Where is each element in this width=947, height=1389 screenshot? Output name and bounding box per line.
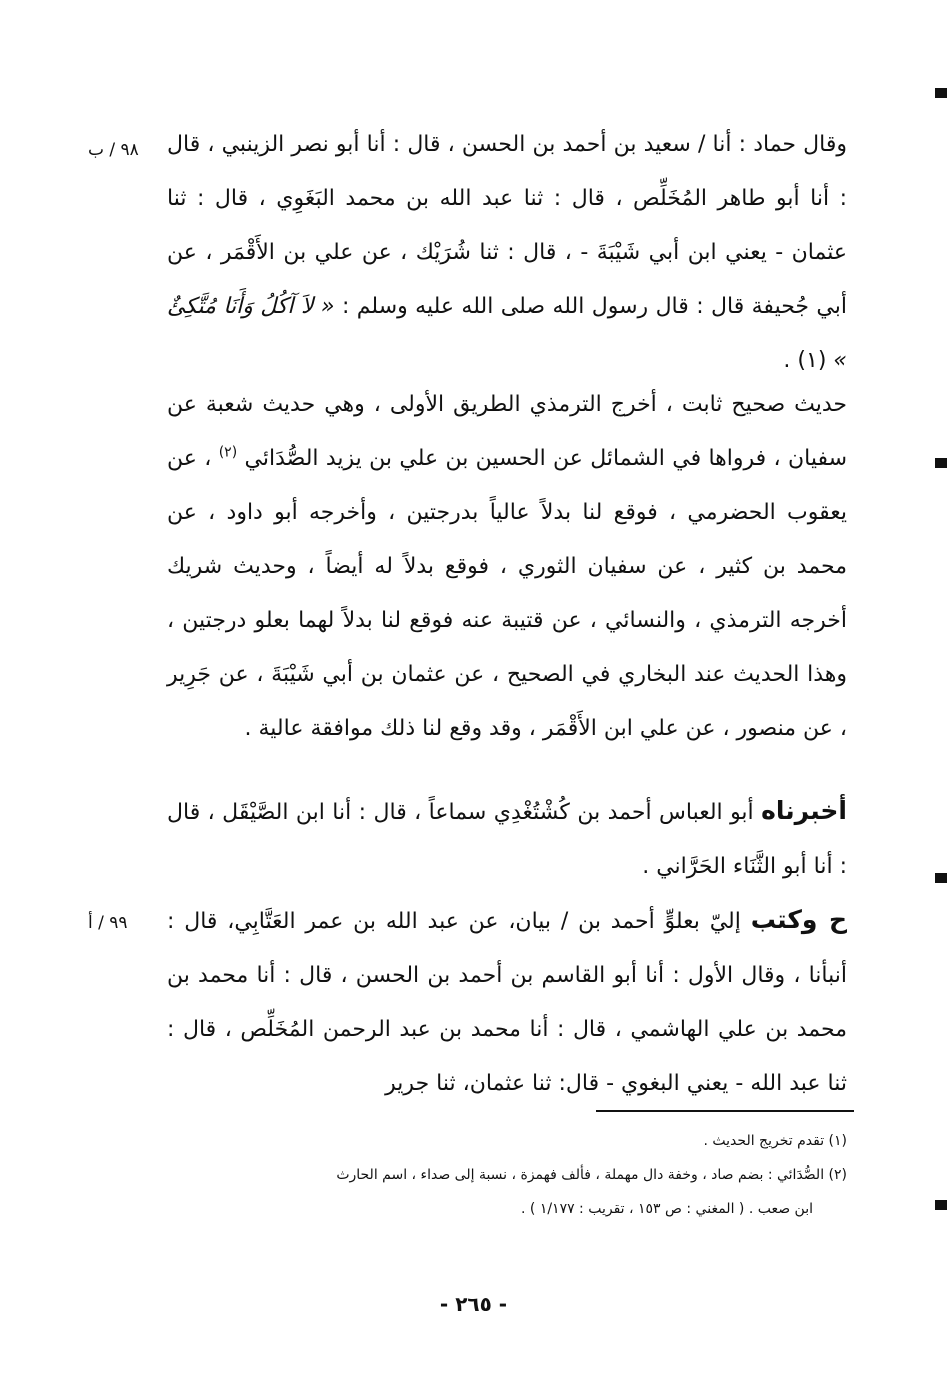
- scan-edge-mark: [935, 458, 947, 468]
- manuscript-folio-note: ٩٨ / ب: [88, 140, 139, 160]
- paragraph-wa-kataba: [167, 893, 847, 1111]
- paragraph-text: حديث صحيح ثابت ، أخرج الترمذي الطريق الأولى ، وهي حديث شعبة عن سفيان ، فرواها في الشمائل عن الحسين بن علي بن يزيد الصُّدَائي: [167, 392, 848, 471]
- paragraph-isnad-1: [167, 118, 847, 388]
- paragraph-end: .: [783, 348, 791, 373]
- footnote-2-continued: ابن صعب . ( المغني : ص ١٥٣ ، تقريب : ١/١٧٧ ) .: [521, 1201, 813, 1217]
- paragraph-text: أبو العباس أحمد بن كُشْتُغْدِي سماعاً ، قال : أنا ابن الصَّيْقَل ، قال : أنا أبو الثَّنَاء الحَرَّاني .: [167, 800, 847, 879]
- scan-edge-mark: [935, 1200, 947, 1210]
- scan-edge-mark: [935, 873, 947, 883]
- lead-word: أخبرناه: [761, 796, 847, 825]
- page-number: - ٢٦٥ -: [439, 1292, 508, 1316]
- footnote-1: (١) تقدم تخريج الحديث .: [703, 1133, 847, 1149]
- footnote-2: (٢) الصُّدَائي : بضم صاد ، وخفة دال مهملة ، فألف فهمزة ، نسبة إلى صداء ، اسم الحارث: [336, 1167, 847, 1183]
- manuscript-folio-note: ٩٩ / أ: [88, 913, 128, 933]
- footnotes: [167, 1124, 847, 1226]
- footnote-separator: [596, 1110, 854, 1112]
- paragraph-text: وقال حماد : أنا / سعيد بن أحمد بن الحسن ، قال : أنا أبو نصر الزينبي ، قال : أنا أبو طاهر المُخَلِّص ، قال : ثنا عبد الله بن محمد البَغَوِي ، قال : ثنا عثمان - يعني ابن أبي شَيْبَةَ - ، قال : ثنا شُرَيْك ، عن علي بن الأَقْمَر ، عن أبي جُحيفة قال : قال رسول الله صلى الله عليه وسلم :: [167, 132, 847, 319]
- paragraph-akhbaranahu: [167, 784, 847, 894]
- hadith-quote: « لاَ آكُلُ وَأَنَا مُتَّكِئٌ »: [167, 294, 847, 373]
- paragraph-text: إليّ بعلوٍّ أحمد بن / بيان، عن عبد الله بن عمر العَتَّابِي، قال : أنبأنا ، وقال الأول : أنا أبو القاسم بن أحمد بن الحسن ، قال : أنا محمد بن محمد بن علي الهاشمي ، قال : أنا محمد بن عبد الرحمن المُخَلِّص ، قال : ثنا عبد الله - يعني البغوي - قال: ثنا عثمان، ثنا جرير: [167, 909, 847, 1096]
- lead-word: ح وكتب: [750, 905, 847, 934]
- footnote-ref: (٢): [218, 444, 238, 461]
- scan-edge-mark: [935, 88, 947, 98]
- paragraph-commentary: [167, 378, 847, 756]
- paragraph-text: ، عن يعقوب الحضرمي ، فوقع لنا بدلاً عالياً بدرجتين ، وأخرجه أبو داود ، عن محمد بن كثير ، عن سفيان الثوري ، فوقع بدلاً له أيضاً ، وحديث شريك أخرجه الترمذي ، والنسائي ، عن قتيبة عنه فوقع لنا بدلاً لهما بعلو درجتين ، وهذا الحديث عند البخاري في الصحيح ، عن عثمان بن أبي شَيْبَةَ ، عن جَرِير ، عن منصور ، عن علي ابن الأَقْمَر ، وقد وقع لنا ذلك موافقة عالية .: [167, 446, 847, 741]
- footnote-ref: (١): [797, 348, 827, 373]
